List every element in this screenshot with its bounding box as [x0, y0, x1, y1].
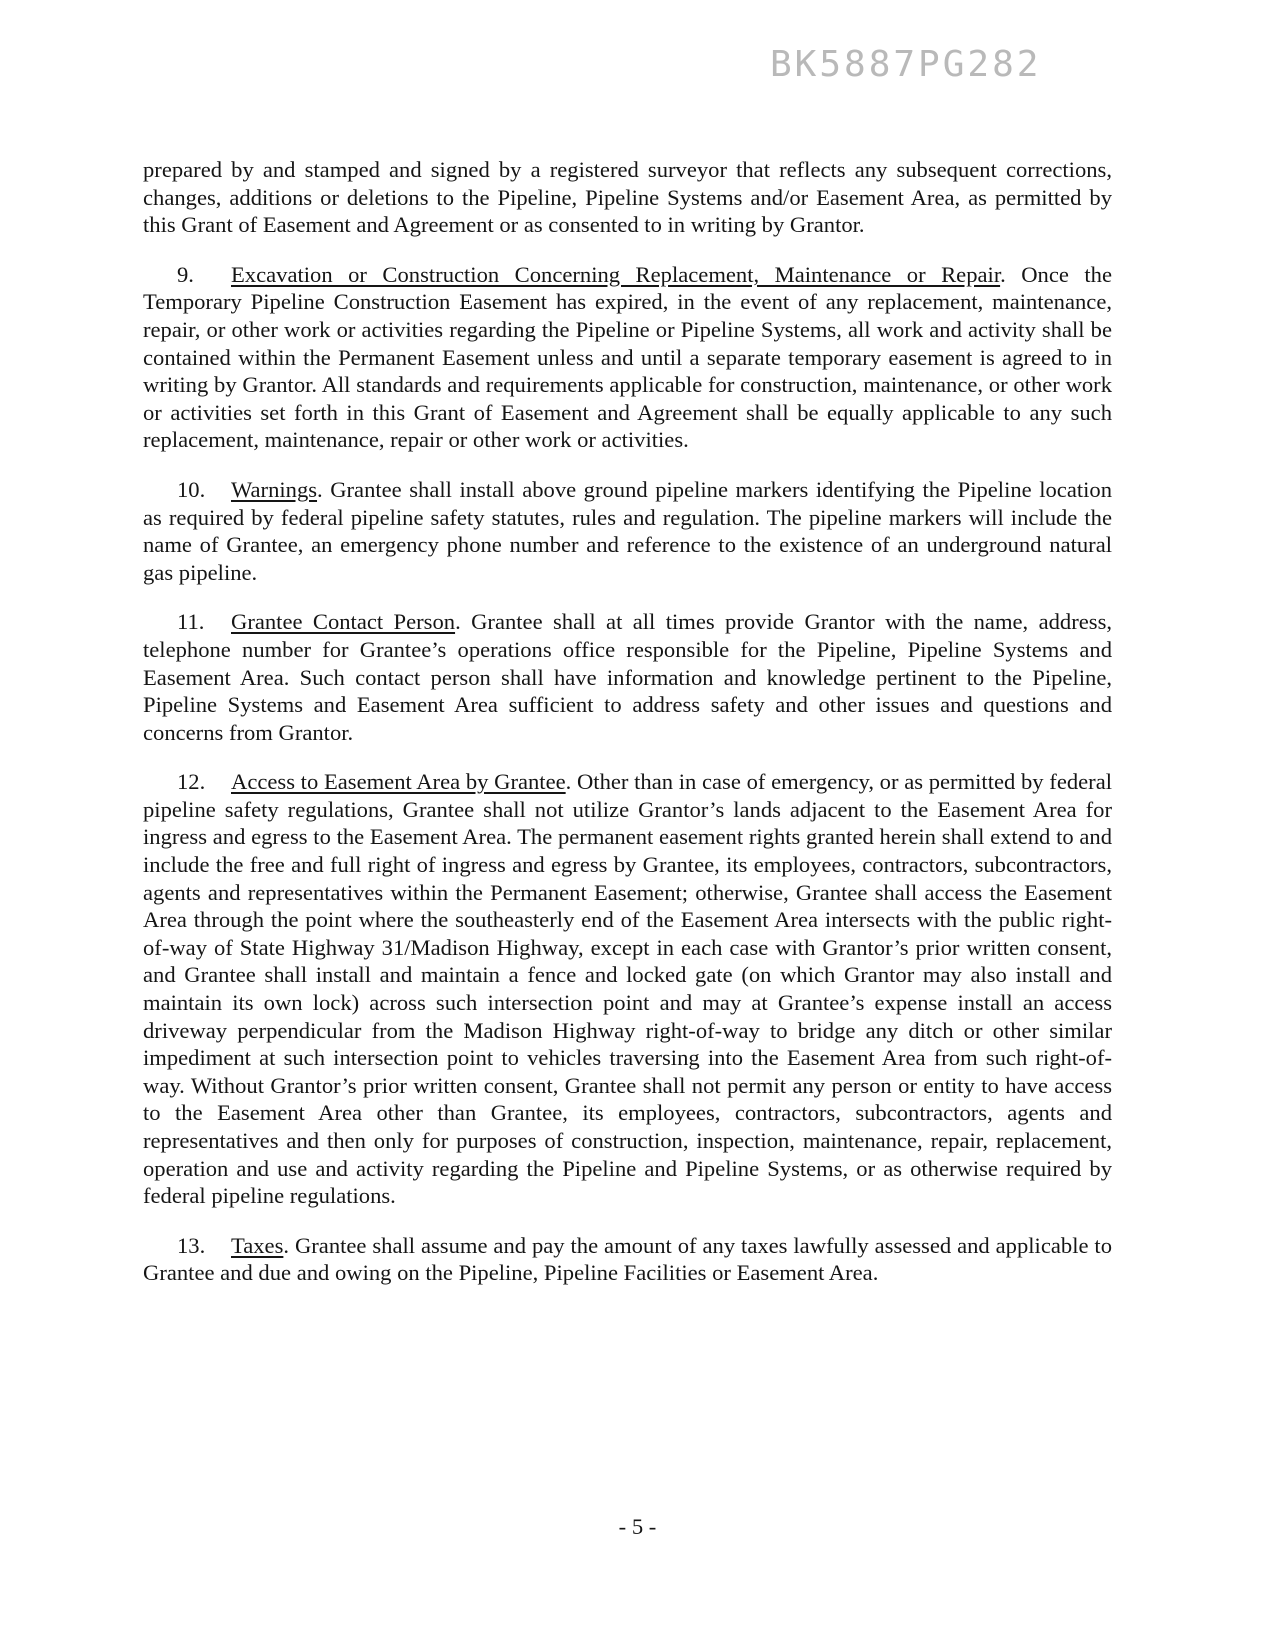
page-number: - 5 - [618, 1514, 657, 1539]
section-body: . Other than in case of emergency, or as permitted by federal pipeline safety regulations, Grantee shall not utilize Grantor’s lands adjacent to the Easement Area for ingress and egress to the Easement Area. The permanent easement rights granted herein shall extend to and include the free and full right of ingress and egress by Grantee, its employees, contractors, subcontractors, agents and representatives within the Permanent Easement; otherwise, Grantee shall access the Easement Area through the point where the southeasterly end of the Easement Area intersects with the public right-of-way of State Highway 31/Madison Highway, except in each case with Grantor’s prior written consent, and Grantee shall install and maintain a fence and locked gate (on which Grantor may also install and maintain its own lock) across such intersection point and may at Grantee’s expense install an access driveway perpendicular from the Madison Highway right-of-way to bridge any ditch or other similar impediment at such intersection point to vehicles traversing into the Easement Area from such right-of-way. Without Grantor’s prior written consent, Grantee shall not permit any person or entity to have access to the Easement Area other than Grantee, its employees, contractors, subcontractors, agents and representatives and then only for purposes of construction, inspection, maintenance, repair, replacement, operation and use and activity regarding the Pipeline and Pipeline Systems, or as otherwise required by federal pipeline regulations. [143, 769, 1113, 1209]
section-body: . Grantee shall install above ground pipeline markers identifying the Pipeline location as required by federal pipeline safety statutes, rules and regulation. The pipeline markers will include the name of Grantee, an emergency phone number and reference to the existence of an underground natural gas pipeline. [143, 476, 1112, 585]
section-heading: Warnings [231, 476, 318, 502]
section-number: 9. [177, 261, 194, 287]
section-heading: Excavation or Construction Concerning Replacement, Maintenance or Repair [231, 261, 1001, 287]
section-heading: Taxes [231, 1232, 284, 1258]
document-body [143, 156, 1112, 1309]
section-number: 12. [177, 769, 206, 795]
section-heading: Grantee Contact Person [231, 609, 456, 635]
section-number: 13. [177, 1232, 206, 1258]
section-number: 10. [177, 476, 206, 502]
section-10 [143, 476, 1112, 586]
section-body: . Once the Temporary Pipeline Construction Easement has expired, in the event of any replacement, maintenance, repair, or other work or activities regarding the Pipeline or Pipeline Systems, all work and activity shall be contained within the Permanent Easement unless and until a separate temporary easement is agreed to in writing by Grantor. All standards and requirements applicable for construction, maintenance, or other work or activities set forth in this Grant of Easement and Agreement shall be equally applicable to any such replacement, maintenance, repair or other work or activities. [143, 261, 1112, 453]
section-heading: Access to Easement Area by Grantee [231, 769, 566, 795]
book-page-stamp: BK5887PG282 [770, 44, 1042, 85]
section-13 [143, 1232, 1112, 1287]
section-number: 11. [177, 609, 205, 635]
section-12 [143, 768, 1112, 1210]
section-11 [143, 608, 1112, 746]
section-body: . Grantee shall assume and pay the amount of any taxes lawfully assessed and applicable to Grantee and due and owing on the Pipeline, Pipeline Facilities or Easement Area. [143, 1232, 1112, 1286]
section-9 [143, 261, 1112, 454]
section-body: . Grantee shall at all times provide Grantor with the name, address, telephone number for Grantee’s operations office responsible for the Pipeline, Pipeline Systems and Easement Area. Such contact person shall have information and knowledge pertinent to the Pipeline, Pipeline Systems and Easement Area sufficient to address safety and other issues and questions and concerns from Grantor. [143, 609, 1113, 745]
continuation-paragraph: prepared by and stamped and signed by a registered surveyor that reflects any subsequent corrections, changes, additions or deletions to the Pipeline, Pipeline Systems and/or Easement Area, as permitted by this Grant of Easement and Agreement or as consented to in writing by Grantor. [143, 157, 1112, 238]
